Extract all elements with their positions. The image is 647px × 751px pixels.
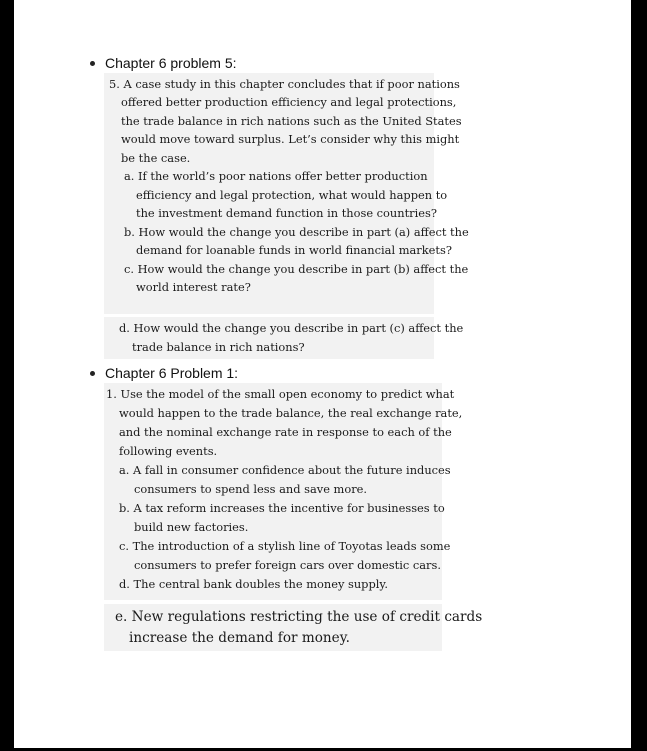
problem1-part-b: b. A tax reform increases the incentive for businesses to	[119, 501, 445, 515]
problem5-line: 5. A case study in this chapter concludes that if poor nations	[109, 77, 460, 91]
problem1-part-e-block	[104, 604, 483, 651]
problem5-line: would move toward surplus. Let’s consider why this might	[121, 132, 460, 146]
problem5-part-c: world interest rate?	[136, 280, 251, 294]
problem5-part-c: c. How would the change you describe in part (b) affect the	[124, 262, 469, 276]
problem1-line: and the nominal exchange rate in response to each of the	[119, 425, 452, 439]
problem1-part-e: increase the demand for money.	[129, 630, 350, 646]
problem1-line: following events.	[119, 444, 218, 458]
problem5-part-a: efficiency and legal protection, what would happen to	[136, 188, 448, 202]
problem1-part-d: d. The central bank doubles the money supply.	[119, 577, 388, 591]
bullet-dot	[90, 371, 95, 376]
problem5-part-d-block	[104, 317, 464, 359]
problem5-part-a: a. If the world’s poor nations offer better production	[124, 169, 428, 183]
problem1-part-a: consumers to spend less and save more.	[134, 482, 368, 496]
bullet-label: Chapter 6 problem 5:	[105, 55, 237, 71]
problem5-part-d: trade balance in rich nations?	[132, 340, 305, 354]
bullet-chapter6-problem5	[90, 55, 237, 71]
bullet-chapter6-problem1	[90, 365, 238, 381]
problem5-line: offered better production efficiency and legal protections,	[121, 95, 457, 109]
problem1-part-c: c. The introduction of a stylish line of Toyotas leads some	[119, 539, 451, 553]
problem1-part-b: build new factories.	[134, 520, 249, 534]
problem5-part-d: d. How would the change you describe in part (c) affect the	[119, 321, 464, 335]
problem5-line: be the case.	[121, 151, 191, 165]
problem1-part-c: consumers to prefer foreign cars over domestic cars.	[134, 558, 441, 572]
problem5-image-block	[104, 73, 469, 314]
problem5-part-b: demand for loanable funds in world financial markets?	[136, 243, 452, 257]
problem1-part-e: e. New regulations restricting the use of credit cards	[115, 609, 483, 625]
problem5-line: the trade balance in rich nations such as the United States	[121, 114, 462, 128]
problem1-part-a: a. A fall in consumer confidence about the future induces	[119, 463, 451, 477]
problem5-part-a: the investment demand function in those countries?	[136, 206, 437, 220]
bullet-label: Chapter 6 Problem 1:	[105, 365, 239, 381]
problem1-line: 1. Use the model of the small open economy to predict what	[106, 387, 455, 401]
problem1-line: would happen to the trade balance, the real exchange rate,	[119, 406, 463, 420]
problem1-image-block	[104, 383, 463, 600]
bullet-dot	[90, 61, 95, 66]
document-page	[14, 0, 631, 748]
problem5-part-b: b. How would the change you describe in part (a) affect the	[124, 225, 469, 239]
